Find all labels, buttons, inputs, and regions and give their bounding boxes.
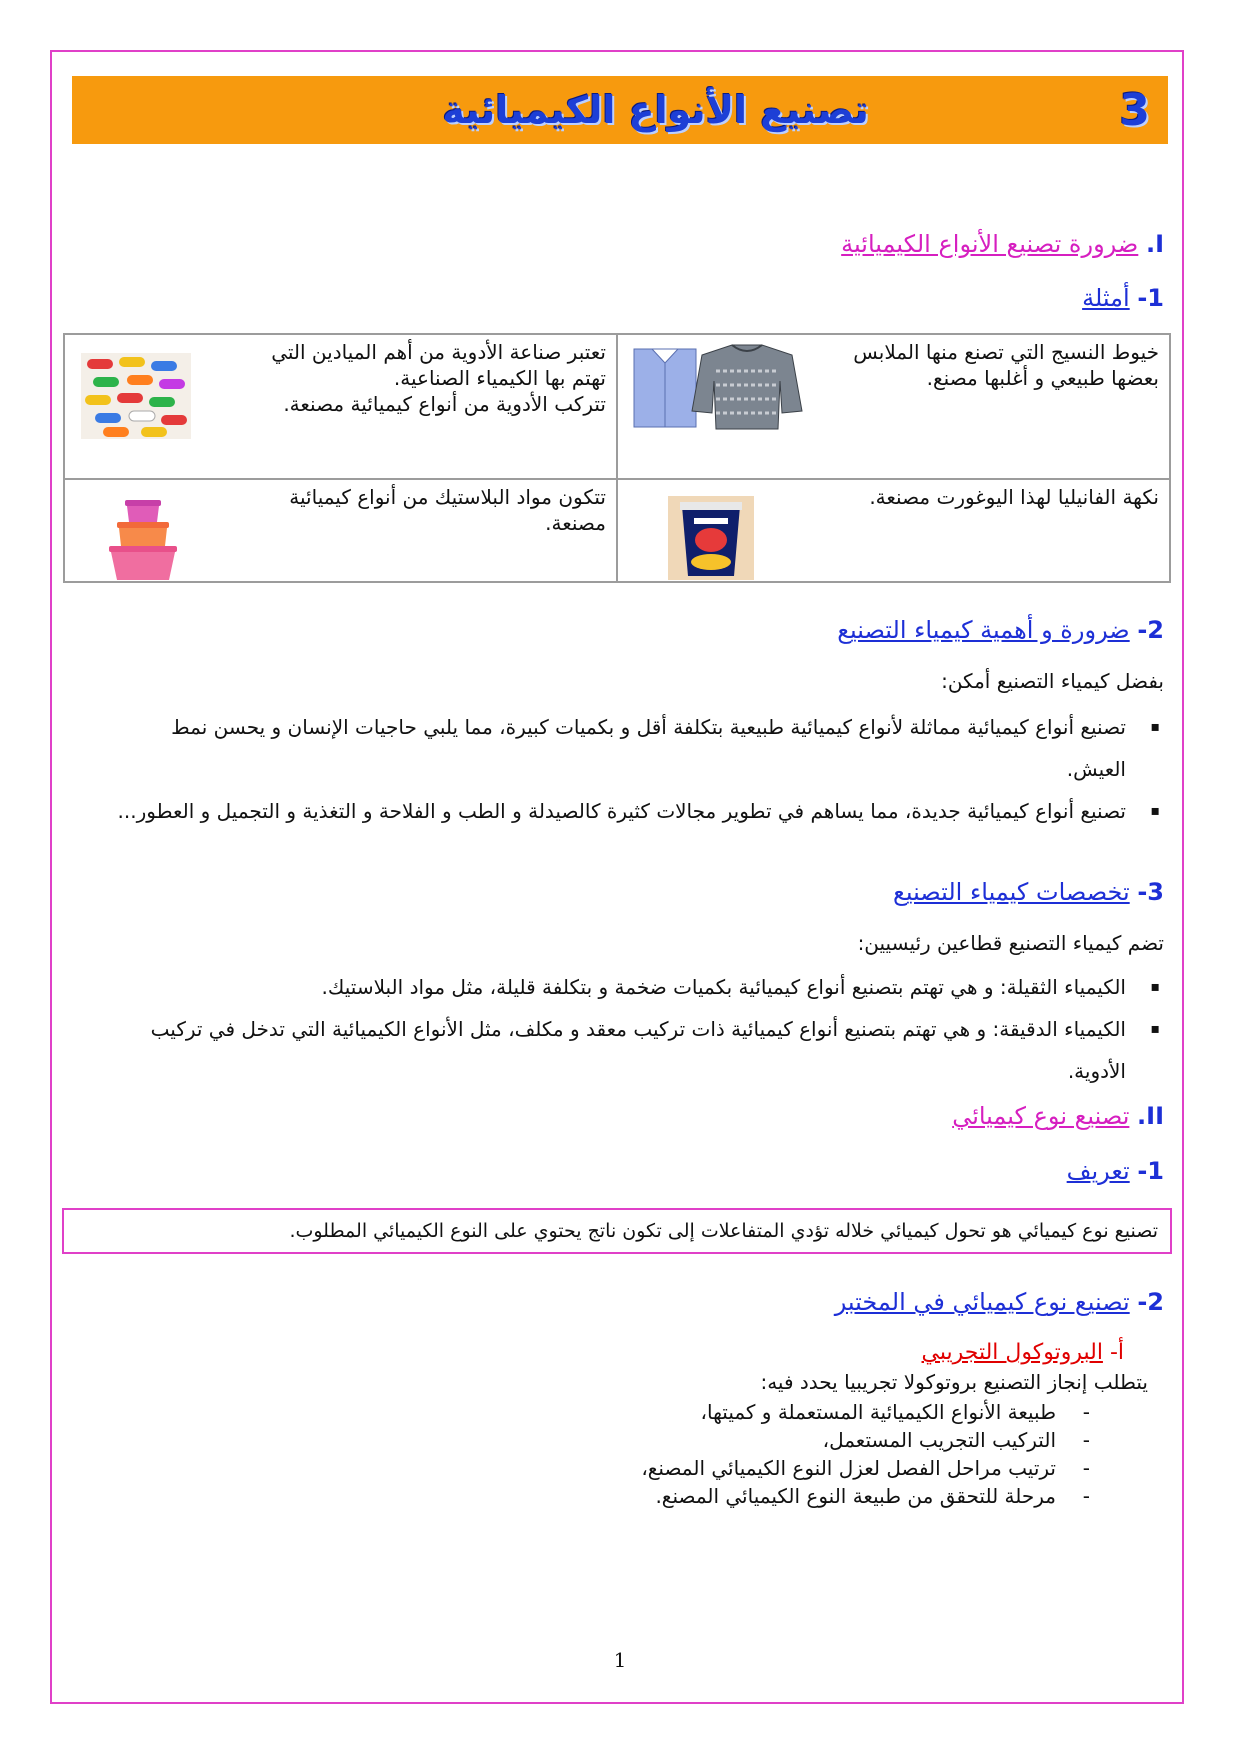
list-item: ▪ تصنيع أنواع كيميائية مماثلة لأنواع كيميائية طبيعية بتكلفة أقل و بكميات كبيرة، مما يلبي حاجيات الإنسان و يحسن نمط العيش. (110, 706, 1164, 790)
example-text-medicines-line-2: تهتم بها الكيمياء الصناعية. (393, 366, 606, 390)
subsection-1-2-heading (837, 616, 1164, 644)
list-item: - التركيب التجريب المستعمل، (641, 1426, 1090, 1454)
subsection-1-3-intro: تضم كيمياء التصنيع قطاعين رئيسيين: (857, 931, 1164, 955)
subsection-1-3-title: تخصصات كيمياء التصنيع (893, 878, 1130, 906)
subsection-2-2-heading (835, 1288, 1164, 1316)
subsection-2-2-number: 2- (1137, 1288, 1164, 1316)
title-banner (72, 76, 1168, 144)
subsection-1-1-title: أمثلة (1082, 284, 1130, 312)
list-item: ▪ تصنيع أنواع كيميائية جديدة، مما يساهم في تطوير مجالات كثيرة كالصيدلة و الطب و الفلاحة و التغذية و التجميل و العطور... (110, 790, 1164, 832)
protocol-title: البروتوكول التجريبي (921, 1340, 1103, 1365)
subsection-1-2-bullets (110, 706, 1164, 832)
section-2-numeral: II. (1137, 1102, 1164, 1130)
subsection-1-1-heading (1082, 284, 1164, 312)
subsection-1-3-number: 3- (1137, 878, 1164, 906)
subsection-1-1-number: 1- (1137, 284, 1164, 312)
list-item: ▪ الكيمياء الدقيقة: و هي تهتم بتصنيع أنواع كيميائية ذات تركيب معقد و مكلف، مثل الأنواع الكيميائية التي تدخل في تركيب الأدوية. (110, 1008, 1164, 1092)
subsection-1-2-number: 2- (1137, 616, 1164, 644)
examples-table (63, 333, 1171, 583)
clothes-icon (632, 341, 804, 433)
protocol-letter: أ- (1109, 1340, 1124, 1365)
section-2-title: تصنيع نوع كيميائي (952, 1102, 1130, 1130)
subsection-2-2-title: تصنيع نوع كيميائي في المختبر (834, 1288, 1130, 1316)
section-2-heading (952, 1102, 1164, 1130)
example-text-yogurt: نكهة الفانيليا لهذا اليوغورت مصنعة. (869, 485, 1159, 510)
example-text-medicines (266, 339, 606, 417)
example-cell-medicines (64, 334, 617, 479)
subsection-2-1-number: 1- (1137, 1157, 1164, 1185)
list-item: - طبيعة الأنواع الكيميائية المستعملة و كميتها، (641, 1398, 1090, 1426)
section-1-title: ضرورة تصنيع الأنواع الكيميائية (841, 230, 1139, 258)
protocol-list (641, 1398, 1090, 1510)
example-text-medicines-line-1: تعتبر صناعة الأدوية من أهم الميادين التي (271, 340, 606, 364)
subsection-1-3-heading (893, 878, 1164, 906)
page-title: تصنيع الأنواع الكيميائية (442, 88, 869, 132)
list-item: ▪ الكيمياء الثقيلة: و هي تهتم بتصنيع أنواع كيميائية بكميات ضخمة و بتكلفة قليلة، مثل مواد البلاستيك. (110, 966, 1164, 1008)
example-text-textiles: خيوط النسيج التي تصنع منها الملابس بعضها طبيعي و أغلبها مصنع. (853, 340, 1159, 390)
definition-box: تصنيع نوع كيميائي هو تحول كيميائي خلاله تؤدي المتفاعلات إلى تكون ناتج يحتوي على النوع الكيميائي المطلوب. (62, 1208, 1172, 1254)
subsection-2-1-title: تعريف (1066, 1157, 1130, 1185)
subsection-2-1-heading (1067, 1157, 1164, 1185)
section-1-heading (841, 230, 1164, 258)
list-item: - مرحلة للتحقق من طبيعة النوع الكيميائي المصنع. (641, 1482, 1090, 1510)
list-item: - ترتيب مراحل الفصل لعزل النوع الكيميائي المصنع، (641, 1454, 1090, 1482)
page-number: 1 (613, 1648, 627, 1672)
example-text-plastics: تتكون مواد البلاستيك من أنواع كيميائية مصنعة. (289, 485, 606, 536)
plastic-containers-icon (103, 498, 183, 582)
protocol-heading (922, 1340, 1124, 1365)
chapter-number: 3 (1119, 84, 1150, 136)
subsection-1-2-title: ضرورة و أهمية كيمياء التصنيع (837, 616, 1130, 644)
example-cell-plastics (64, 479, 617, 582)
subsection-1-3-bullets (110, 966, 1164, 1092)
protocol-intro: يتطلب إنجاز التصنيع بروتوكولا تجريبيا يحدد فيه: (760, 1370, 1148, 1394)
yogurt-icon (668, 496, 754, 580)
pills-icon (81, 353, 191, 439)
section-1-numeral: I. (1145, 230, 1164, 258)
example-cell-textiles (617, 334, 1170, 479)
example-text-medicines-line-3: تتركب الأدوية من أنواع كيميائية مصنعة. (283, 392, 606, 416)
subsection-1-2-intro: بفضل كيمياء التصنيع أمكن: (941, 669, 1164, 693)
example-cell-yogurt (617, 479, 1170, 582)
